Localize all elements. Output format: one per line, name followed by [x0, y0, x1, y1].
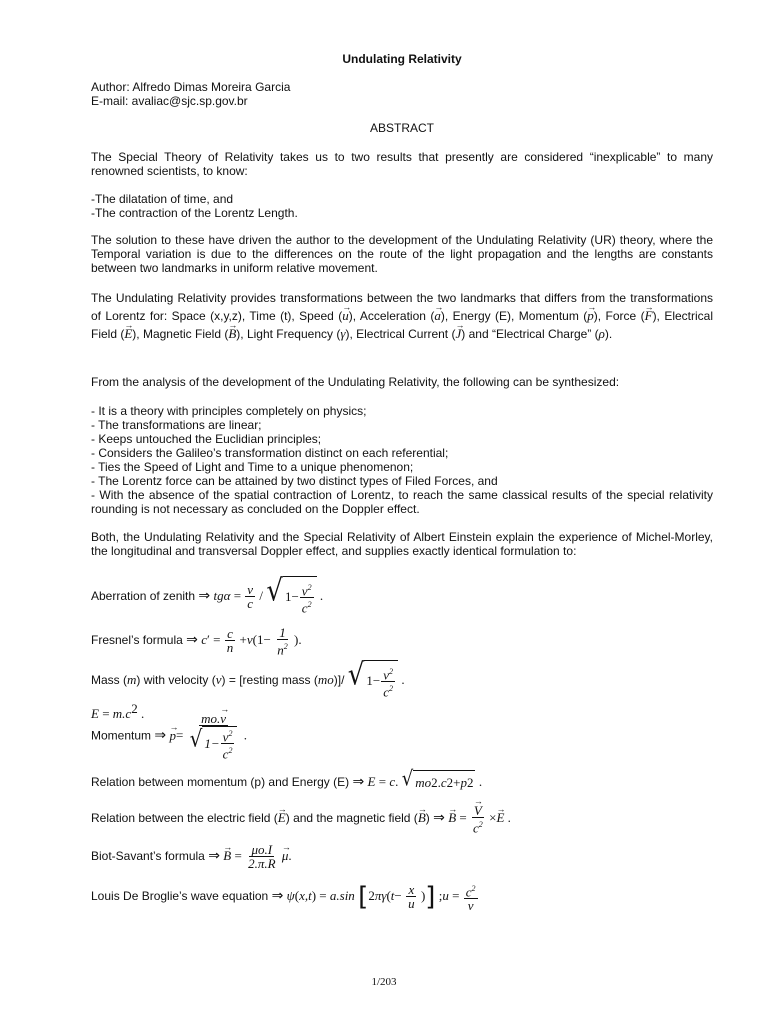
list-item: -The contraction of the Lorentz Length. — [91, 206, 298, 220]
paragraph-analysis: From the analysis of the development of the Undulating Relativity, the following can be synthesized: — [91, 375, 620, 389]
list-item-text: - With the absence of the spatial contraction of Lorentz, to reach the same classical results of the special relativity rounding is not necessary as concluded on the Doppler effect. — [91, 488, 713, 516]
paragraph-intro — [91, 150, 713, 178]
formula-momentum-energy: Relation between momentum (p) and Energy (E) ⇒ E = c. √ mo 2 . c 2 + p 2 . — [91, 770, 482, 795]
implies-arrow-icon: ⇒ — [154, 727, 167, 744]
text-fragment: ), Magnetic Field ( — [132, 327, 229, 341]
list-item: - The transformations are linear; — [91, 418, 262, 432]
page-number: 1/203 — [371, 976, 397, 988]
implies-arrow-icon: ⇒ — [186, 632, 198, 648]
paragraph-both — [91, 530, 713, 558]
formula-aberration: Aberration of zenith ⇒ tgα = $\frac{v}{c}$ / √ 1 − $\frac{v^2}{c^2}$ . — [91, 576, 323, 617]
formula-label: Aberration of zenith — [91, 589, 196, 603]
abstract-heading: ABSTRACT — [369, 121, 434, 135]
text-fragment: ), Acceleration ( — [348, 309, 435, 323]
list-item — [91, 488, 713, 516]
formula-label: ) and the magnetic field ( — [285, 811, 418, 825]
text-fragment: The Undulating Relativity provides transformations between the two landmarks that differs from the transformations of Lorentz for: Space (x,y,z), Time (t), Speed ( — [91, 291, 713, 323]
formula-label: Relation between the electric field ( — [91, 811, 278, 825]
formula-de-broglie: Louis De Broglie’s wave equation ⇒ ψ(x,t) = a.sin [2πγ(t− $\frac{x}{u}$ )] ;u = $\frac{c^2}{v}$ — [91, 881, 476, 913]
paragraph-both-text: Both, the Undulating Relativity and the Special Relativity of Albert Einstein explain the experience of Michel-Morley, the longitudinal and transversal Doppler effect, and supplies exactly identical formulation to: — [91, 530, 713, 558]
paragraph-transformations — [91, 289, 713, 343]
formula-label: Relation between momentum (p) and Energy (E) — [91, 775, 350, 789]
formula-label: Biot-Savant’s formula — [91, 849, 205, 863]
implies-arrow-icon: ⇒ — [198, 588, 211, 604]
formula-electric-magnetic: Relation between the electric field (→ E) and the magnetic field (→ B) ⇒ → B = → $\frac{V}{c^2}$ ×→ E . — [91, 800, 511, 836]
paper-title: Undulating Relativity — [342, 52, 462, 66]
formula-momentum: Momentum ⇒ → p= mo.→ v √ 1− $\frac{v^2}{c^2}$ . — [91, 712, 247, 761]
text-fragment: ), Electrical Field ( — [91, 309, 713, 341]
email-line: E-mail: avaliac@sjc.sp.gov.br — [91, 94, 248, 108]
text-fragment: ), Energy (E), Momentum ( — [440, 309, 588, 323]
text-fragment: ) and “Electrical Charge” ( — [461, 327, 599, 341]
text-fragment: ), Electrical Current ( — [345, 327, 456, 341]
formula-label: Fresnel’s formula — [91, 633, 183, 647]
formula-biot-savart: Biot-Savant’s formula ⇒ → B = $\frac{\mu o.I}{2.\pi.R}$ → μ. — [91, 838, 292, 874]
charge-symbol: ρ — [598, 326, 605, 341]
frequency-symbol: γ — [340, 326, 346, 341]
acceleration-symbol: → a — [434, 307, 441, 325]
list-item: - Ties the Speed of Light and Time to a unique phenomenon; — [91, 460, 414, 474]
paragraph-solution — [91, 233, 713, 275]
magnetic-field-symbol: → B — [228, 325, 236, 343]
formula-label: Louis De Broglie’s wave equation — [91, 889, 269, 903]
list-item: - Considers the Galileo’s transformation distinct on each referential; — [91, 446, 449, 460]
formula-mass: Mass (m) with velocity (v) = [resting mass (mo)]/ √ 1− $\frac{v^2}{c^2}$ . — [91, 660, 405, 701]
list-item: - Keeps untouched the Euclidian principles; — [91, 432, 322, 446]
formula-energy: $E = m.c^2$ . — [91, 701, 145, 721]
list-item: - It is a theory with principles completely on physics; — [91, 404, 367, 418]
formula-label: ) with velocity ( — [136, 673, 216, 687]
author-line: Author: Alfredo Dimas Moreira Garcia — [91, 80, 291, 94]
force-symbol: → F — [645, 307, 653, 325]
formula-label: )]/ — [333, 673, 345, 687]
formula-fresnel: Fresnel’s formula ⇒ c′ = $\frac{c}{n}$ +v(1− $\frac{1}{n^2}$ ). — [91, 624, 302, 657]
implies-arrow-icon: ⇒ — [433, 810, 445, 826]
text-fragment: ), Force ( — [593, 309, 645, 323]
list-item: -The dilatation of time, and — [91, 192, 234, 206]
formula-label: ) = [resting mass ( — [221, 673, 318, 687]
text-fragment: ). — [604, 327, 613, 341]
paragraph-solution-text: The solution to these have driven the author to the development of the Undulating Relativity (UR) theory, where the Temporal variation is due to the differences on the route of the light propagation and the lengths are constants between two landmarks in uniform relative movement. — [91, 233, 713, 275]
formula-label: Mass ( — [91, 673, 127, 687]
paragraph-intro-text: The Special Theory of Relativity takes us to two results that presently are considered “inexplicable” to many renowned scientists, to know: — [91, 150, 713, 178]
speed-symbol: → u — [342, 307, 349, 325]
formula-label: ) — [425, 811, 430, 825]
formula-label: Momentum — [91, 728, 152, 743]
implies-arrow-icon: ⇒ — [352, 774, 365, 790]
momentum-symbol: → p — [587, 307, 594, 325]
implies-arrow-icon: ⇒ — [208, 848, 220, 864]
current-symbol: → J — [455, 325, 461, 343]
text-fragment: ), Light Frequency ( — [236, 327, 341, 341]
electric-field-symbol: → E — [124, 325, 132, 343]
list-item: - The Lorentz force can be attained by two distinct types of Filed Forces, and — [91, 474, 498, 488]
implies-arrow-icon: ⇒ — [271, 888, 284, 904]
